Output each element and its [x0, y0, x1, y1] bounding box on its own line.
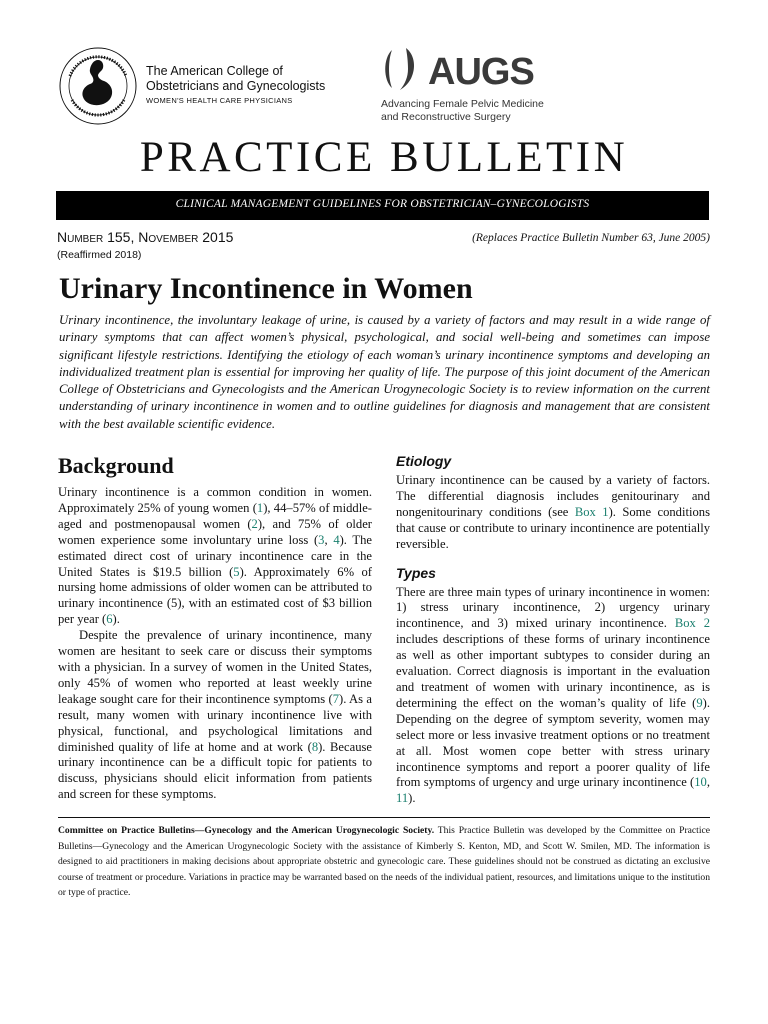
replaces-note: (Replaces Practice Bulletin Number 63, June 2005): [472, 232, 710, 244]
text-run: ).: [112, 612, 120, 627]
acog-tagline: WOMEN'S HEALTH CARE PHYSICIANS: [146, 96, 293, 105]
augs-tagline-line1: Advancing Female Pelvic Medicine: [381, 98, 544, 110]
background-paragraph-2: [58, 628, 372, 803]
committee-note: [58, 823, 710, 901]
reference-link[interactable]: 1: [256, 500, 264, 515]
text-run: ).: [408, 791, 416, 806]
practice-bulletin-title: PRACTICE BULLETIN: [139, 134, 629, 181]
text-run: ), and 75% of older women experience some involuntary urine loss (: [58, 516, 372, 547]
reference-link[interactable]: 8: [311, 739, 319, 754]
guidelines-band: CLINICAL MANAGEMENT GUIDELINES FOR OBSTETRICIAN–GYNECOLOGISTS: [56, 191, 709, 220]
reference-link[interactable]: Box 1: [574, 504, 609, 519]
text-run: ), 44–57% of middle-aged and postmenopausal women (: [58, 500, 372, 531]
acog-name-line2: Obstetricians and Gynecologists: [146, 79, 326, 93]
text-run: Urinary incontinence can be caused by a variety of factors. The differential diagnosis includes genitourinary and nongenitourinary conditions (see: [396, 473, 710, 519]
augs-wordmark: AUGS: [428, 51, 534, 93]
reference-link[interactable]: 9: [696, 695, 703, 710]
types-paragraph: [396, 585, 710, 808]
left-column: [58, 452, 372, 803]
text-run: ). The estimated direct cost of urinary incontinence care in the United States is $19.5 billion (: [58, 532, 373, 579]
text-run: ,: [706, 775, 710, 790]
reference-link[interactable]: Box 2: [674, 616, 710, 631]
text-run: ). Approximately 6% of nursing home admissions of older women can be attributed to urinary incontinence (5), with an estimated cost of $3 billion per year (: [58, 564, 372, 627]
text-run: ). Depending on the degree of symptom severity, women may select more or less invasive treatment options or no treatment at all. Most women cope better with stress urinary incontinence symptoms and report a poorer quality of life from symptoms of urgency and urge urinary incontinence (: [396, 695, 710, 790]
reference-link[interactable]: 5: [233, 564, 240, 579]
acog-seal-logo: [58, 46, 138, 126]
etiology-heading: Etiology: [396, 453, 452, 469]
text-run: There are three main types of urinary incontinence in women: 1) stress urinary incontinence, 2) urgency urinary incontinence, and 3) mixed urinary incontinence.: [396, 584, 710, 631]
text-run: ,: [324, 532, 334, 547]
reference-link[interactable]: 4: [333, 532, 340, 547]
augs-tagline-line2: and Reconstructive Surgery: [381, 111, 511, 123]
bulletin-number: Number 155, November 2015: [57, 229, 234, 245]
acog-name-line1: The American College of: [146, 64, 283, 78]
committee-text: This Practice Bulletin was developed by the Committee on Practice Bulletins—Gynecology and the American Urogynecologic Society with the assistance of Kimberly S. Kenton, MD, and Scott W. Smilen, MD. The information is designed to aid practitioners in making decisions about appropriate obstetric and gynecologic care. These guidelines should not be construed as dictating an exclusive course of treatment or procedure. Variations in practice may be warranted based on the needs of the individual patient, resources, and limitations unique to the institution or type of practice.: [58, 825, 710, 898]
acog-name-block: [146, 64, 325, 105]
committee-lead: Committee on Practice Bulletins—Gynecology and the American Urogynecologic Society.: [58, 825, 435, 836]
augs-mark-icon: [380, 44, 430, 94]
text-run: Despite the prevalence of urinary incontinence, many women are hesitant to seek care or discuss their symptoms with a physician. In a survey of women in the United States, only 45% of women who reported at least weekly urine leakage sought care for their incontinence symptoms (: [58, 628, 372, 706]
reference-link[interactable]: 6: [106, 612, 113, 627]
augs-tagline: [381, 98, 544, 124]
article-title: Urinary Incontinence in Women: [59, 272, 473, 305]
background-heading: Background: [58, 453, 174, 478]
reference-link[interactable]: 7: [332, 691, 340, 706]
etiology-paragraph: [396, 473, 710, 553]
reference-link[interactable]: 2: [251, 516, 258, 531]
right-column: [396, 452, 710, 807]
footnote-divider: [58, 817, 710, 818]
text-run: ). Because urinary incontinence can be a difficult topic for patients to discuss, physicians should elicit information from patients and screen for these symptoms.: [58, 739, 372, 802]
reference-link[interactable]: 10: [694, 775, 707, 790]
text-run: includes descriptions of these forms of urinary incontinence as well as other important subtypes to consider during an evaluation. Correct diagnosis is important in the evaluation and treatment of women with urinary incontinence, as is determining the effect on the woman’s quality of life (: [396, 632, 710, 710]
text-run: ). Some conditions that cause or contribute to urinary incontinence are potentially reversible.: [396, 504, 710, 551]
text-run: ). As a result, many women with urinary incontinence live with physical, functional, and psychological limitations and diminished quality of life at home and at work (: [58, 691, 372, 754]
background-paragraph-1: [58, 485, 372, 628]
types-heading: Types: [396, 564, 436, 581]
abstract: Urinary incontinence, the involuntary leakage of urine, is caused by a variety of factors and may result in a wide range of urinary symptoms that can affect women’s physical, psychological, and social well-being and sometimes can impose significant lifestyle restrictions. Identifying the etiology of each woman’s urinary incontinence symptoms and developing an individualized treatment plan is essential for improving her quality of life. The purpose of this joint document of the American College of Obstetricians and Gynecologists and the American Urogynecologic Society is to review information on the current understanding of urinary incontinence in women and to outline guidelines for diagnosis and management that are consistent with the best available scientific evidence.: [59, 313, 710, 431]
reference-link[interactable]: 3: [318, 532, 325, 547]
reference-link[interactable]: 11: [396, 791, 409, 806]
text-run: Urinary incontinence is a common condition in women. Approximately 25% of young women (: [58, 485, 372, 515]
reaffirmed-note: (Reaffirmed 2018): [57, 249, 142, 261]
